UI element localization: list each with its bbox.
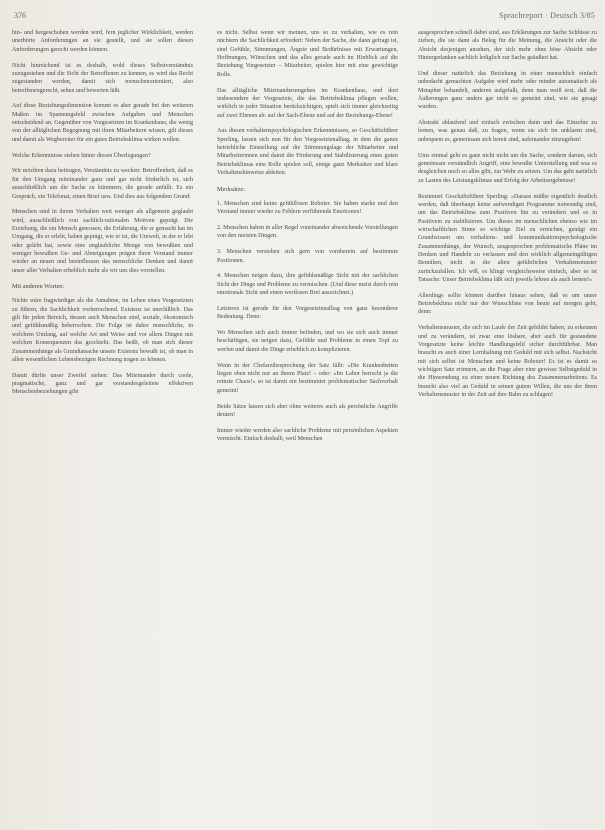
list-item: 2. Menschen haben in aller Regel voneinander abweichende Vorstellungen von den meisten Dingen. bbox=[217, 225, 398, 240]
list-item: Wo Menschen sich auch immer befinden, und wo sie sich auch immer beschäftigen, sie neigen dazu, Gefühle und Probleme in einen Topf zu werfen und damit die Dinge erheblich zu komplizieren. bbox=[217, 330, 398, 353]
paragraph: Nichts wäre fragwürdiger als die Annahme, im Leben eines Vorgesetzten zu führen, die Sachlichkeit vorherrschend. Existenz ist unerläßlich. Das gilt für jeden Bereich, dessen auch Menschen sind, soziale, ökonomisch und gefühlsmäßig beherrschen. Die Folge ist daher menschliche, in welchem Umfang, auf welche Art und Weise und vor allem Dingen mit welchen Konsequenzen das geschieht. Das heißt, ob man sich dieser Zusammenhänge als Grundtatsache unsere Existenz bewußt ist, ob man in allen wesentlichen Lebensbezügen Rechnung tragen zu können. bbox=[12, 298, 193, 363]
paragraph: Resümiert Geschäftsführer Sperling: »Daraus müßte eigentlich deutlich werden, daß überhaupt keine aufwendigen Programme notwendig sind, um das Betriebsklima zum Positiven hin zu verändern und es in Positivem zu stabilisieren. Um dieses im menschlichen ebenso wie im wirtschaftlichen Sinne so wichtige Ziel zu erreichen, genügt ein Grundwissen um verhaltens- und kommunikationspsychologische Zusammenhänge, der Wunsch, ausgesprochen problematische Pläne im Denken und Handeln zu verlassen und den wirklich allgemeingültigen Bemühen, nicht in die alten gefährlichen Verhaltensmuster zurückzufallen. Ich wiß, es klingt vergleichsweise einfach, aber es ist Tatsache: Unser Betriebsklima läßt sich jeweils lehren als auch lernen!« bbox=[418, 193, 597, 283]
paragraph: ausgesprochen schnell dabei sind, aus Erklärungen zur Sache Schlüsse zu ziehen, die sie dann als Beleg für die Meinung, die Ansicht oder die Absicht desjenigen ansehen, der sich mehr ohne böse Absicht oder Hintergedanken sachlich lediglich zur Sache geäußert hat. bbox=[418, 30, 597, 62]
paragraph: Das alltägliche Miteinanderumgehen im Krankenhaus, und dort insbesondere der Vorgesetzte, die das Betriebsklima pflegen wollen, wirklich in jeder Situation berücksichtigen, spielt sich immer gleichzeitig auf zwei Ebenen ab: auf der Sach-Ebene und auf der Beziehungs-Ebene! bbox=[217, 87, 398, 119]
paragraph: hin- und hergeschoben werden wird, fern jeglicher Wirklichkeit, werden unerhörte Anforderungen an sie gestellt, und sie sollen diesen Anforderungen gerecht werden können. bbox=[12, 30, 193, 53]
section-heading: Merksätze: bbox=[217, 185, 245, 193]
paragraph: Nicht hinreichend ist es deshalb, wohl dieses Selbstverständnis zuzugestehen und die Sicht der Betroffenen zu kennen, es wird das Recht zugestanden werden, damit sich menschenorientiert, also betroffenengerecht, sehen und bewerten läßt. bbox=[12, 62, 193, 94]
paragraph: Abstrakt ablaufend und einfach zwischen dann und das Einzelne zu lernen, was genau daß, zu fragen, wenn sie sich im unklaren sind, unbequem es, gemeinsam sich bereit sind, aufeinander einzugehen! bbox=[418, 120, 597, 143]
list-item: 4. Menschen neigen dazu, ihre gefühlsmäßige Sicht mit der sachlichen Sicht der Dinge und Probleme zu vermischen. (Und diese meist durch rein emotionale Sicht und einen wertlosen Brei auszeichnet.) bbox=[217, 273, 398, 297]
paragraph: Ums einmal geht es ganz nicht nicht um die Sache, sondern darum, sich gemeinsam verständlich Angriff, eine bewußte Unterstellung und was es desgleichen noch so alles gibt, zur Wehr zu setzen. Um das geht natürlich zu Lasten des Leistungsklimas und Erfolg der Arbeitsergebnisse! bbox=[418, 152, 597, 184]
text-column-2 bbox=[217, 29, 398, 826]
list-item: Beide Sätze lassen sich aber ohne weiteres auch als persönliche Angriffe deuten! bbox=[217, 403, 398, 418]
section-heading: Mit anderen Worten: bbox=[12, 283, 65, 291]
text-column-1 bbox=[12, 29, 193, 826]
paragraph: Damit dürfte unser Zweifel stehen: Das Miteinander durch coole, pragmatische, ganz und gar verstandesgeleitete effektiven Menschenbeziehungen gibt bbox=[12, 372, 193, 396]
paragraph: Aus diesen verhaltenspsychologischen Erkenntnissen, so Geschäftsführer Sperling, lassen sich nun für den Vorgesetztenalltag, in dem die ganze betriebliche Einstellung auf die Stimmungslage der Mitarbeiter und Mitarbeiterinnen und damit die Förderung und Stabilisierung eines guten Betriebsklimas eine Rolle spielen soll, einige ganz Merksätze und klare Verhaltenshinweise ableiten. bbox=[217, 128, 398, 177]
paragraph: es nicht. Selbst wenn wir meinen, uns so zu verhalten, wie es rein nüchtern die Sachlichkeit erfordert: Neben der Sache, die dann gefragt ist, sind Gefühle, Stimmungen, Ängste und Bedürfnisse mit Erwartungen, Hoffnungen, Wünschen und das alles gerade auch im Hinblick auf die Beziehung Vorgesetzter – Mitarbeiter, spielen hier mit eine gewichtige Rolle. bbox=[217, 30, 398, 78]
list-item: 3. Menschen verstehen sich gern von vornherein auf bestimmte Positionen. bbox=[217, 249, 398, 264]
list-item: Immer wieder werden also sachliche Probleme mit persönlichen Aspekten vermischt. Einfach deshalb, weil Menschen bbox=[217, 427, 398, 443]
list-item: Wenn in der Chefarztbesprechung der Satz fällt: »Die Krankenbetten liegen eben nicht nur an ihrem Platz! – oder: »Im Labor herrscht ja die reinste Chaos!« so ist damit ein bestimmter problematischer Sachverhalt gemeint! bbox=[217, 362, 398, 394]
paragraph: Allerdings sollte können darüber hinaus sehen, daß es um unser Betriebsklima nicht nur der Wunschliste von heute auf morgen geht, denn: bbox=[418, 292, 597, 316]
text-column-3 bbox=[418, 29, 597, 826]
list-item: Letzteres ist gerade für den Vorgesetztenalltag von ganz besonderer Bedeutung. Denn: bbox=[217, 305, 398, 321]
running-title: Sprachreport · Deutsch 3/85 bbox=[499, 11, 595, 20]
paragraph: Menschen sind in ihrem Verhalten weit weniger als allgemein geglaubt wird, ausschließlich von sachlich-rationalen Motiven geprägt. Die Erziehung, die ein Mensch genossen, die Erfahrung, die er gemacht hat im Umgang, die er erlebt, haben geprägt, wie er ist, die Umwelt, in der er lebt oder gelebt hat, sowie eine unglaubliche Menge von bewußten und weniger bewußten Ge- und Abneigungen prägen ihren Verstand immer wieder an neuen und beeinflussen das menschliche Denken und damit unser aller Verhalten erheblich mehr als wir uns dies vorstellen. bbox=[12, 209, 193, 274]
paragraph: Und dieser natürlich das Beziehung in einer menschlich einfach unbedacht gemachten Aufgabe wird mehr oder minder automatisch als Metapher behandelt, anderen aufgefaßt, denn man weiß erst, daß die Äußerungen ganz anders gar nicht so gemeint sind, wie sie gesagt wurden. bbox=[418, 70, 597, 111]
paragraph: Verhaltensmuster, die sich im Laufe der Zeit gebildet haben, zu erkennen und zu verändern, ist zwar eine lösbare, aber auch für gestandene Vorgesetzte keine leichte Handlungsfeld sicher durchführbar. Man braucht es auch einer Lernhaltung mit Geduld mit sich selbst. Nachsicht mit sich selbst ist Menschen und keine Roboter! Es ist es damit so wichtigen Satz erinnern, an die Frage aber eine gewisse Selbstgeduld in die Hinwendung zu einer neuen Richtung des Zusammenarbeitens. Es braucht also viel an Geduld in seinen gutem Willen, die uns der ihren Verhaltensmuster in der Zeit auf ihre Bahn zu schlagen! bbox=[418, 325, 597, 399]
page-header bbox=[14, 11, 595, 23]
paragraph: Auf diese Beziehungsdimension kommt es aber gerade bei den weiteren Maßen im Spannungsfeld zwischen Aufgaben und Menschen entscheidend an. Gegenüber von Vorgesetzten im Krankenhaus, die wenig von der alltäglichen Begegnung mit ihren Mitarbeitern wissen, gilt dieses und damit als Wegbereiter für ein gutes Betriebsklima wirken wollen. bbox=[12, 103, 193, 143]
principles-list bbox=[217, 200, 398, 444]
paragraph: Welche Erkenntnisse stehen hinter diesen Überlegungen? bbox=[12, 152, 151, 159]
list-item: 1. Menschen sind keine gefühllosen Roboter. Sie haben starke und den Verstand immer wieder zu Fehlern verführende Emotionen! bbox=[217, 200, 398, 216]
page-number: 376 bbox=[14, 11, 26, 20]
paragraph: Wir möchten dazu beitragen, Verständnis zu wecken: Betroffenheit, daß es für den Umgang miteinander ganz und gar nicht förderlich ist, sich ausschließlich um die Sache zu kümmern, die gerade anfällt. Es ein Gespräch, ein Telefonat, einen Brief usw. Und dies aus folgendem Grund: bbox=[12, 168, 193, 200]
